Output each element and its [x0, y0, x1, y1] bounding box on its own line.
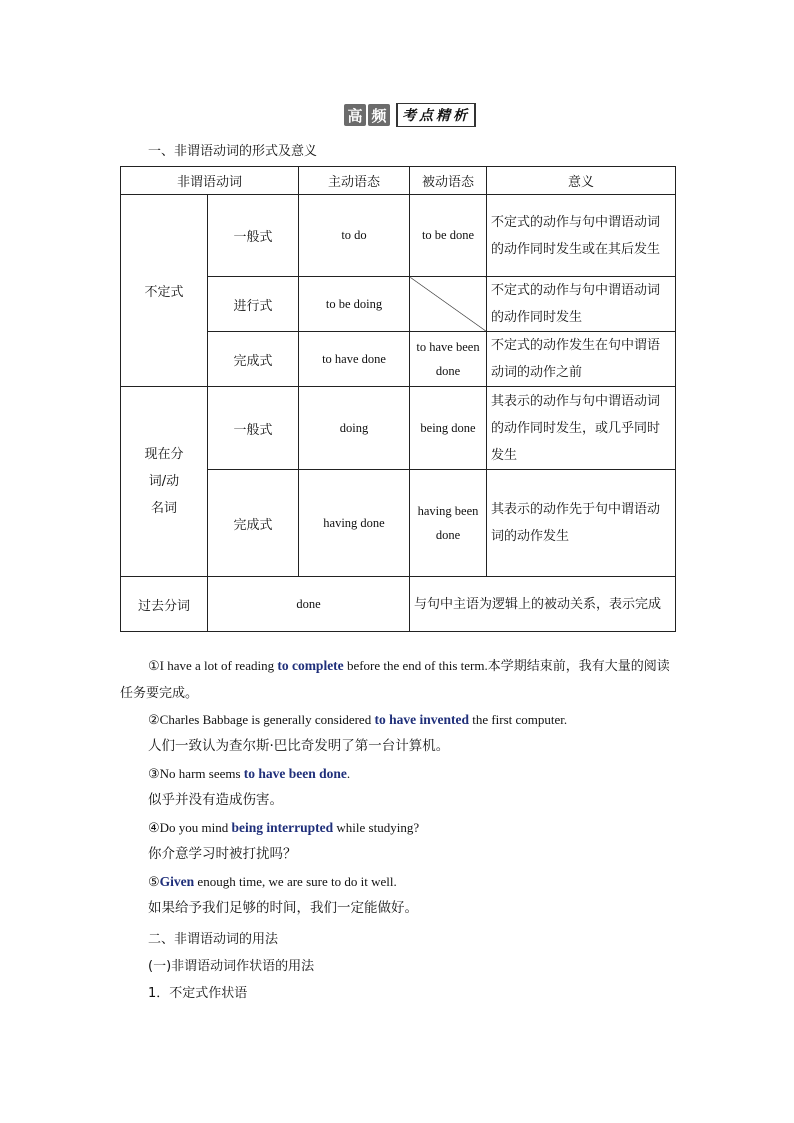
example-keyword: Given — [159, 874, 195, 889]
example-text: while studying? — [333, 820, 420, 835]
header-cell: 意义 — [487, 167, 676, 195]
meaning-cell: 不定式的动作与句中谓语动词的动作同时发生 — [487, 277, 676, 332]
example-keyword: to complete — [277, 658, 344, 673]
header-cell: 主动语态 — [299, 167, 410, 195]
example-5-translation: 如果给予我们足够的时间，我们一定能做好。 — [148, 900, 418, 916]
active-cell: done — [208, 577, 410, 632]
meaning-cell: 与句中主语为逻辑上的被动关系，表示完成 — [410, 577, 676, 632]
table-row — [121, 387, 676, 470]
example-text: ⑤ — [148, 874, 160, 889]
example-keyword: to have been done — [243, 766, 347, 781]
section2-title: 二、非谓语动词的用法 — [148, 932, 279, 947]
section-badge — [344, 102, 474, 128]
form-cell: 完成式 — [208, 470, 299, 577]
example-4-translation: 你介意学习时被打扰吗？ — [148, 846, 297, 862]
category-line: 词/动 — [148, 474, 180, 489]
meaning-cell: 其表示的动作与句中谓语动词的动作同时发生，或几乎同时发生 — [487, 387, 676, 470]
passive-cell: having been done — [410, 470, 487, 577]
section1-title: 一、非谓语动词的形式及意义 — [148, 144, 318, 159]
example-4 — [148, 814, 708, 842]
active-cell: doing — [299, 387, 410, 470]
example-translation: 本学期结束前，我有大量的阅读任务要完成。 — [120, 659, 670, 701]
passive-cell: to be done — [410, 195, 487, 277]
header-cell: 被动语态 — [410, 167, 487, 195]
section2-item: 1．不定式作状语 — [148, 986, 248, 1001]
example-5 — [148, 868, 708, 896]
category-cell: 不定式 — [121, 195, 208, 387]
example-3 — [148, 760, 708, 788]
form-cell: 完成式 — [208, 332, 299, 387]
category-cell — [121, 387, 208, 577]
active-cell: to have done — [299, 332, 410, 387]
passive-cell: being done — [410, 387, 487, 470]
badge-label: 考点精析 — [398, 103, 474, 127]
form-cell: 一般式 — [208, 195, 299, 277]
example-2 — [148, 706, 708, 734]
example-text: ③No harm seems — [148, 766, 244, 781]
example-3-translation: 似乎并没有造成伤害。 — [148, 792, 283, 808]
meaning-cell: 不定式的动作与句中谓语动词的动作同时发生或在其后发生 — [487, 195, 676, 277]
example-keyword: being interrupted — [231, 820, 334, 835]
example-text: before the end of this term. — [343, 658, 488, 673]
meaning-cell: 其表示的动作先于句中谓语动词的动作发生 — [487, 470, 676, 577]
badge-char-1: 高 — [344, 104, 366, 126]
passive-cell: to have been done — [410, 332, 487, 387]
table-header-row — [121, 167, 676, 195]
example-2-translation: 人们一致认为查尔斯·巴比奇发明了第一台计算机。 — [148, 738, 450, 754]
header-cell: 非谓语动词 — [121, 167, 299, 195]
form-cell: 进行式 — [208, 277, 299, 332]
table-row — [121, 577, 676, 632]
badge-char-2: 频 — [368, 104, 390, 126]
example-text: . — [346, 766, 351, 781]
meaning-cell: 不定式的动作发生在句中谓语动词的动作之前 — [487, 332, 676, 387]
table-row — [121, 195, 676, 277]
active-cell: to do — [299, 195, 410, 277]
active-cell: having done — [299, 470, 410, 577]
active-cell: to be doing — [299, 277, 410, 332]
form-cell: 一般式 — [208, 387, 299, 470]
example-1 — [120, 652, 680, 707]
empty-diagonal-cell — [410, 277, 487, 332]
category-line: 名词 — [150, 501, 177, 516]
example-text: ④Do you mind — [148, 820, 232, 835]
example-text: enough time, we are sure to do it well. — [194, 874, 397, 889]
nonfinite-verb-table — [120, 166, 676, 632]
category-cell: 过去分词 — [121, 577, 208, 632]
example-text: ①I have a lot of reading — [148, 658, 278, 673]
example-text: the first computer. — [468, 712, 568, 727]
section2-subtitle: (一)非谓语动词作状语的用法 — [148, 959, 315, 974]
example-keyword: to have invented — [374, 712, 469, 727]
category-line: 现在分 — [144, 447, 184, 462]
example-text: ②Charles Babbage is generally considered — [148, 712, 375, 727]
